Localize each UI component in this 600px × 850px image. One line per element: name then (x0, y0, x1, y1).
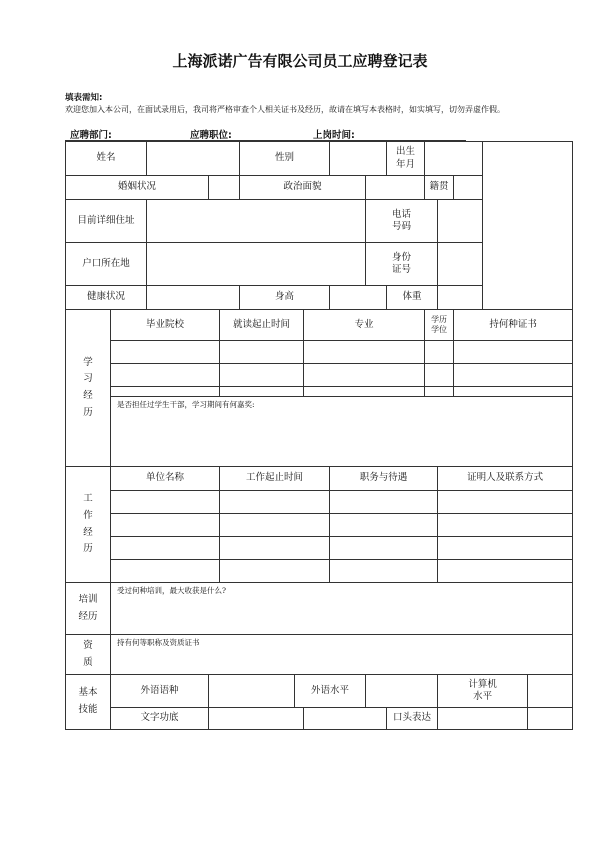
marital-field[interactable] (209, 176, 240, 200)
work-row (66, 514, 573, 537)
health-label: 健康状况 (66, 286, 147, 310)
personal-row-2 (66, 176, 573, 200)
political-field[interactable] (366, 176, 425, 200)
notice-text: 欢迎您加入本公司，在面试录用后，我司将严格审查个人相关证书及经历，故请在填写本表格时，如实填写，切勿弄虚作假。 (65, 105, 505, 114)
work-row (66, 491, 573, 514)
major-field[interactable] (304, 341, 425, 364)
work-section-label: 工 作 经 历 (66, 467, 111, 583)
language-label: 外语语种 (111, 675, 209, 708)
address-field[interactable] (147, 200, 366, 243)
training-field[interactable]: 受过何种培训，最大收获是什么? (111, 583, 573, 635)
photo-box (483, 142, 573, 310)
speaking-field-extra[interactable] (528, 708, 573, 730)
skills-row-1 (66, 675, 573, 708)
phone-label: 电话 号码 (366, 200, 438, 243)
school-field[interactable] (111, 364, 220, 387)
job-title-header: 职务与待遇 (330, 467, 438, 491)
work-period-field[interactable] (220, 514, 330, 537)
height-field[interactable] (330, 286, 387, 310)
education-row (66, 341, 573, 364)
employer-header: 单位名称 (111, 467, 220, 491)
training-section-label: 培训 经历 (66, 583, 111, 635)
gender-label: 性别 (240, 142, 330, 176)
training-row (66, 583, 573, 635)
phone-field[interactable] (438, 200, 483, 243)
reference-header: 证明人及联系方式 (438, 467, 573, 491)
native-place-label: 籍贯 (425, 176, 454, 200)
registration-form-table (65, 141, 573, 730)
certificate-field[interactable] (454, 341, 573, 364)
notice-heading: 填表需知: (65, 93, 103, 103)
major-field[interactable] (304, 387, 425, 397)
weight-field[interactable] (438, 286, 483, 310)
degree-header: 学历 学位 (425, 310, 454, 341)
education-header-row (66, 310, 573, 341)
skills-row-2 (66, 708, 573, 730)
language-level-field[interactable] (366, 675, 438, 708)
reference-field[interactable] (438, 537, 573, 560)
id-number-field[interactable] (438, 243, 483, 286)
id-number-label: 身份 证号 (366, 243, 438, 286)
computer-level-field[interactable] (528, 675, 573, 708)
political-label: 政治面貌 (240, 176, 366, 200)
certificate-field[interactable] (454, 364, 573, 387)
school-field[interactable] (111, 341, 220, 364)
study-period-field[interactable] (220, 387, 304, 397)
qualification-field[interactable]: 持有何等职称及资质证书 (111, 635, 573, 675)
hukou-label: 户口所在地 (66, 243, 147, 286)
writing-label: 文字功底 (111, 708, 209, 730)
speaking-field[interactable] (438, 708, 528, 730)
reference-field[interactable] (438, 491, 573, 514)
study-period-field[interactable] (220, 341, 304, 364)
work-row (66, 560, 573, 583)
birth-field[interactable] (425, 142, 483, 176)
education-row (66, 364, 573, 387)
work-row (66, 537, 573, 560)
work-period-field[interactable] (220, 537, 330, 560)
speaking-label: 口头表达 (387, 708, 438, 730)
education-awards-row (66, 397, 573, 467)
work-header-row (66, 467, 573, 491)
job-title-field[interactable] (330, 560, 438, 583)
native-place-field[interactable] (454, 176, 528, 200)
gender-field[interactable] (330, 142, 387, 176)
education-section-label: 学 习 经 历 (66, 310, 111, 467)
study-period-field[interactable] (220, 364, 304, 387)
qualification-row (66, 635, 573, 675)
skills-section-label: 基本 技能 (66, 675, 111, 730)
reference-field[interactable] (438, 514, 573, 537)
school-header: 毕业院校 (111, 310, 220, 341)
major-header: 专业 (304, 310, 425, 341)
writing-field-extra[interactable] (304, 708, 387, 730)
marital-label: 婚姻状况 (66, 176, 209, 200)
reference-field[interactable] (438, 560, 573, 583)
health-field[interactable] (147, 286, 240, 310)
name-label: 姓名 (66, 142, 147, 176)
degree-field[interactable] (425, 364, 454, 387)
employer-field[interactable] (111, 537, 220, 560)
work-period-header: 工作起止时间 (220, 467, 330, 491)
job-title-field[interactable] (330, 537, 438, 560)
computer-level-label: 计算机 水平 (438, 675, 528, 708)
department-label: 应聘部门: (70, 130, 112, 141)
qualification-section-label: 资 质 (66, 635, 111, 675)
language-field[interactable] (209, 675, 295, 708)
weight-label: 体重 (387, 286, 438, 310)
degree-field[interactable] (425, 341, 454, 364)
language-level-label: 外语水平 (295, 675, 366, 708)
page-title: 上海派诺广告有限公司员工应聘登记表 (172, 52, 428, 70)
certificate-field[interactable] (454, 387, 573, 397)
birth-label: 出生 年月 (387, 142, 425, 176)
position-label: 应聘职位: (190, 130, 232, 141)
employer-field[interactable] (111, 560, 220, 583)
height-label: 身高 (240, 286, 330, 310)
employer-field[interactable] (111, 491, 220, 514)
work-period-field[interactable] (220, 560, 330, 583)
name-field[interactable] (147, 142, 240, 176)
hukou-field[interactable] (147, 243, 366, 286)
writing-field[interactable] (209, 708, 304, 730)
work-period-field[interactable] (220, 491, 330, 514)
employer-field[interactable] (111, 514, 220, 537)
degree-field[interactable] (425, 387, 454, 397)
major-field[interactable] (304, 364, 425, 387)
education-row (66, 387, 573, 397)
personal-row-1 (66, 142, 573, 176)
certificate-header: 持何种证书 (454, 310, 573, 341)
job-title-field[interactable] (330, 514, 438, 537)
study-period-header: 就读起止时间 (220, 310, 304, 341)
student-cadre-awards-field[interactable]: 是否担任过学生干部，学习期间有何嘉奖: (111, 397, 573, 467)
school-field[interactable] (111, 387, 220, 397)
address-label: 目前详细住址 (66, 200, 147, 243)
job-title-field[interactable] (330, 491, 438, 514)
start-time-label: 上岗时间: (313, 130, 355, 141)
